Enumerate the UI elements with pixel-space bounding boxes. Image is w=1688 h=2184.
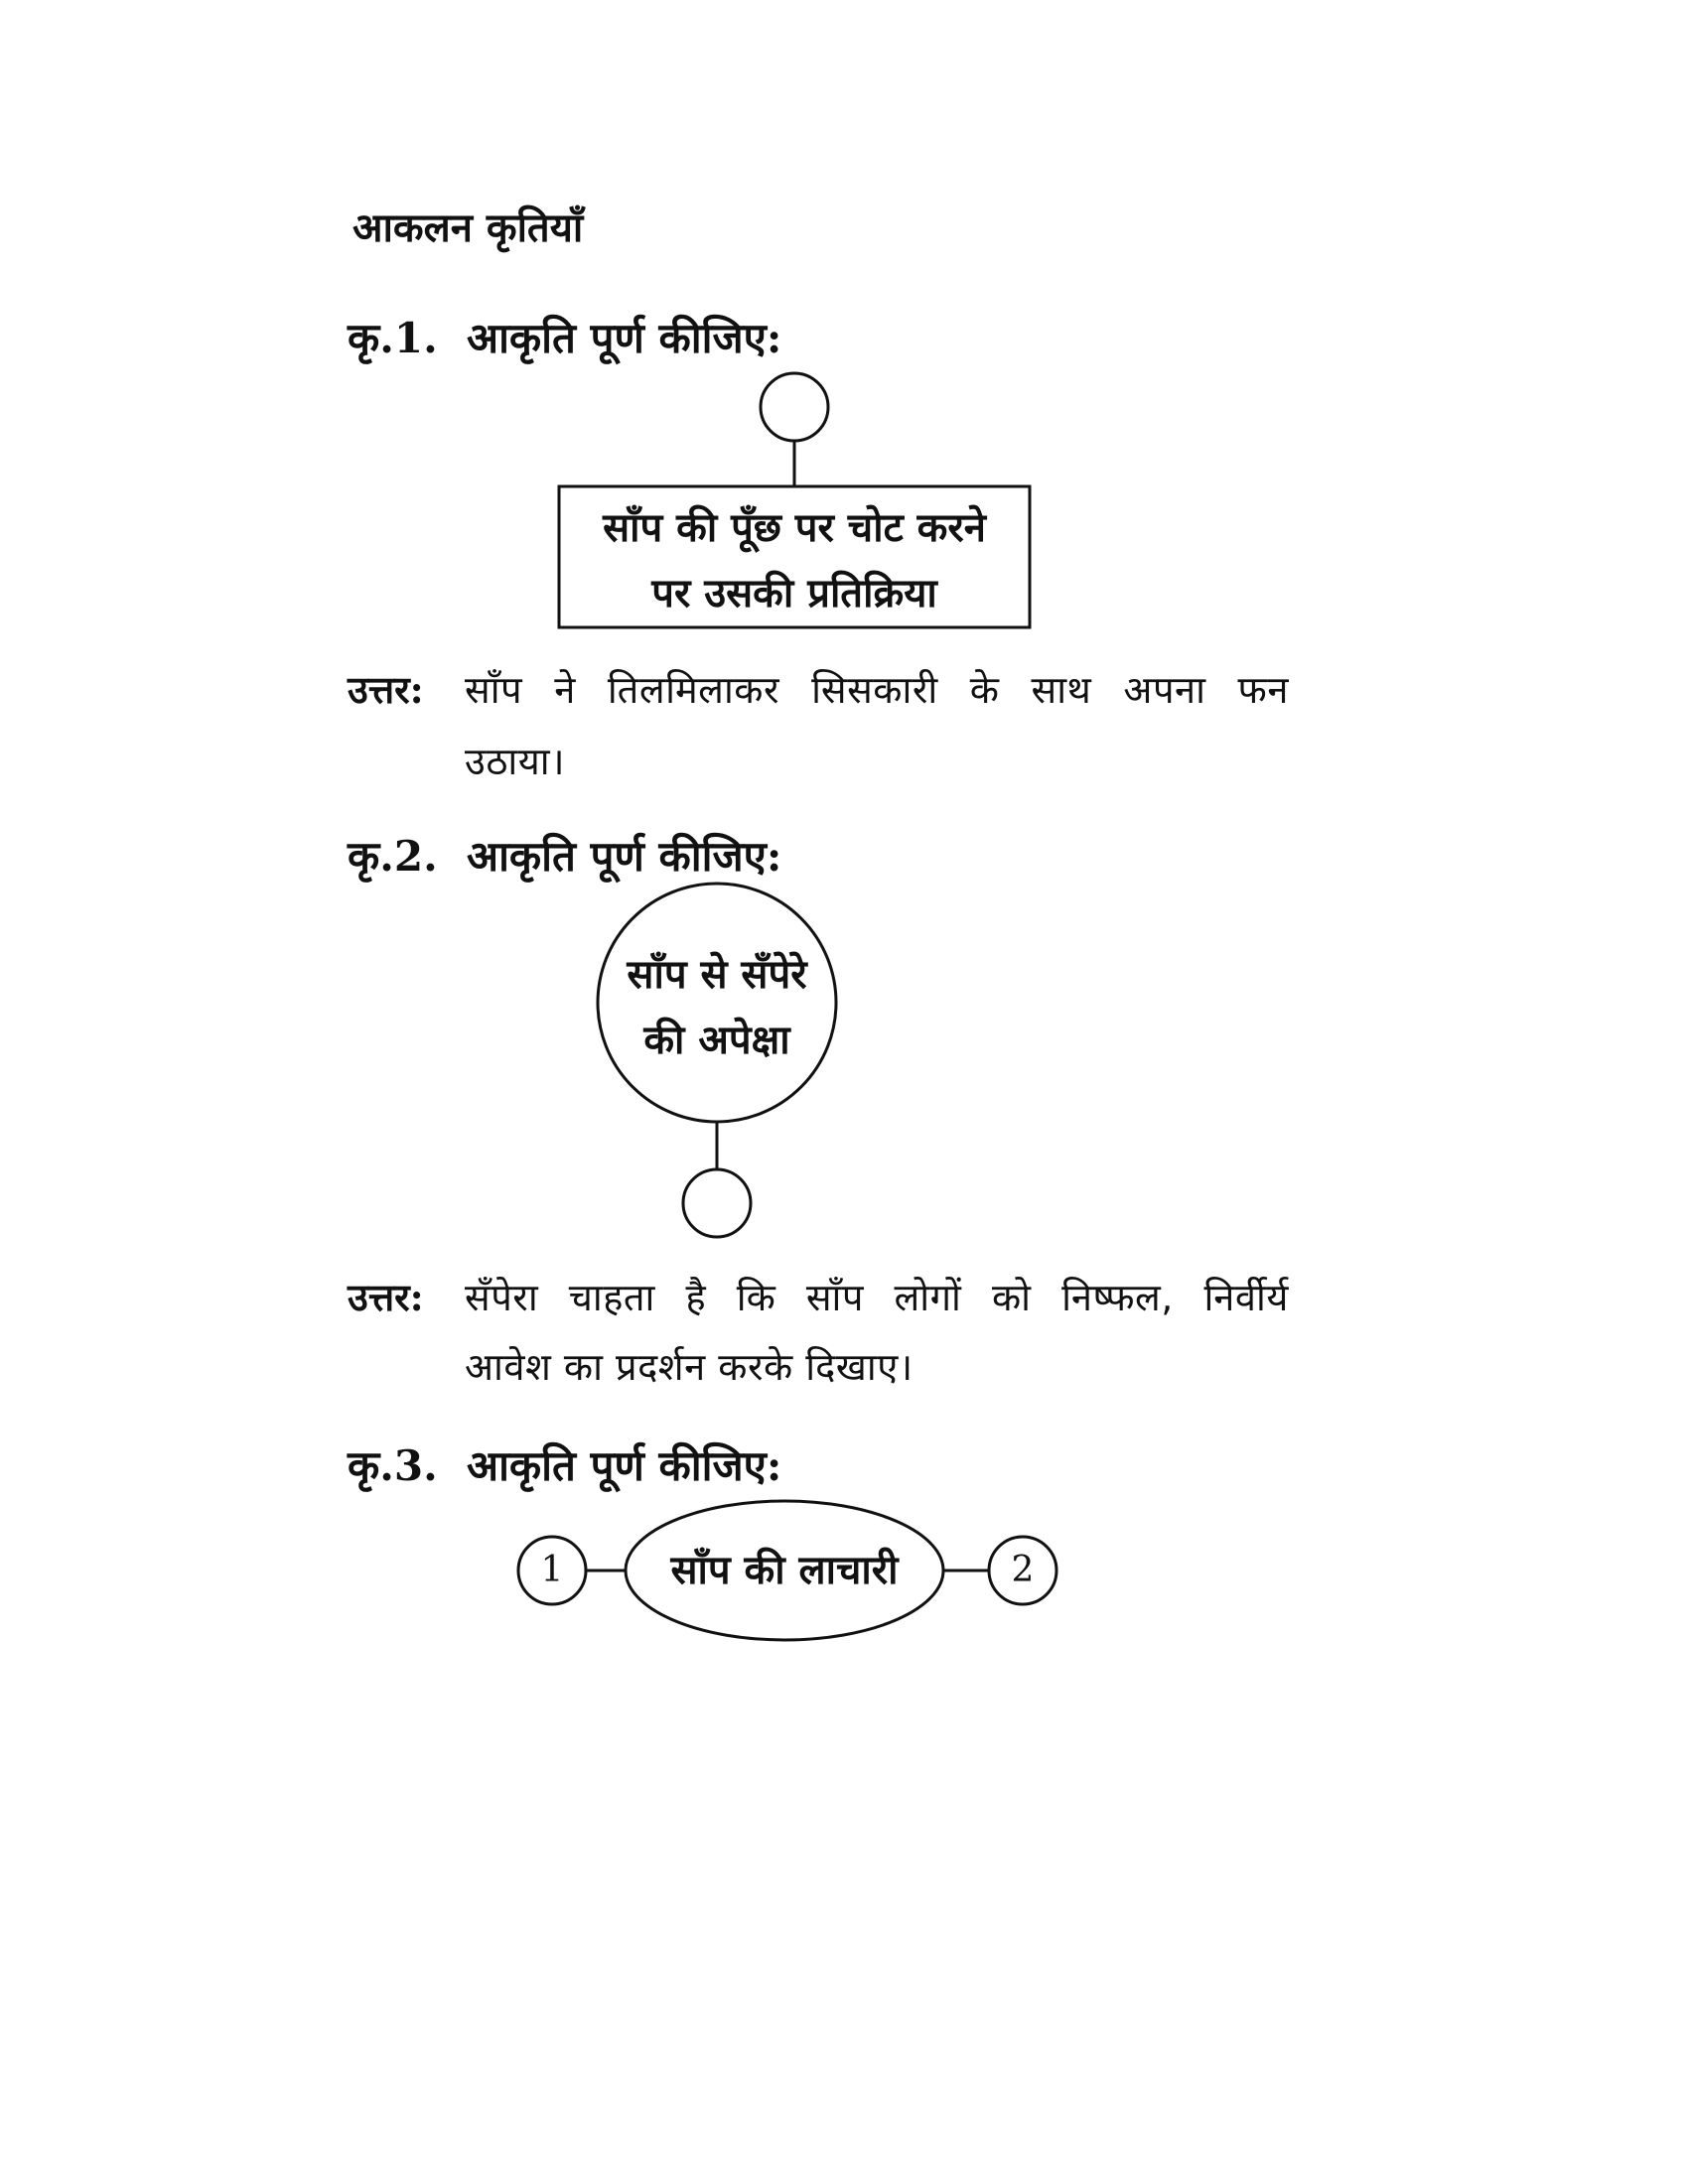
answer-word: लोगों (894, 1276, 962, 1319)
answer-word: सिसकारी (811, 668, 938, 712)
answer-word: साँप (465, 668, 523, 712)
q2-answer-line1 (465, 1276, 1289, 1319)
q1-answer-label: उत्तर: (348, 667, 424, 712)
answer-word: ने (554, 668, 576, 712)
answer-word: है (685, 1276, 707, 1319)
q2-answer-label: उत्तर: (348, 1275, 424, 1319)
q1-answer-line1 (465, 668, 1289, 712)
q2-prompt: आकृति पूर्ण कीजिए: (467, 832, 782, 881)
answer-word: निर्वीर्य (1203, 1276, 1289, 1319)
answer-word: साथ (1031, 668, 1092, 712)
answer-word: को (991, 1276, 1032, 1319)
q1-number: कृ.1. (348, 314, 438, 362)
q1-answer-line2: उठाया। (465, 740, 566, 783)
answer-word: अपना (1123, 668, 1206, 712)
answer-word: निष्फल, (1061, 1276, 1174, 1319)
q3-number: कृ.3. (348, 1441, 438, 1490)
answer-word: कि (736, 1276, 776, 1319)
q1-box-line1: साँप की पूँछ पर चोट करने (603, 504, 986, 551)
q2-circle-line2: की अपेक्षा (643, 1017, 790, 1063)
q2-number: कृ.2. (348, 832, 438, 881)
q1-prompt: आकृति पूर्ण कीजिए: (467, 314, 782, 362)
q2-circle-line1: साँप से सँपेरे (627, 951, 807, 998)
q3-center-label: साँप की लाचारी (670, 1547, 899, 1593)
q2-answer-line2: आवेश का प्रदर्शन करके दिखाए। (465, 1345, 914, 1389)
section-heading: आकलन कृतियाँ (352, 205, 584, 251)
answer-word: साँप (805, 1276, 864, 1319)
q1-empty-circle[interactable] (761, 373, 828, 441)
q3-node-2-label: 2 (1011, 1550, 1035, 1590)
q1-box-line2: पर उसकी प्रतिक्रिया (651, 570, 937, 616)
answer-word: तिलमिलाकर (607, 668, 780, 712)
q2-empty-circle[interactable] (683, 1169, 751, 1237)
answer-word: के (969, 668, 1000, 712)
q3-prompt: आकृति पूर्ण कीजिए: (467, 1441, 782, 1490)
answer-word: सँपेरा (465, 1276, 539, 1319)
answer-word: फन (1237, 668, 1289, 712)
q3-node-1-label: 1 (540, 1550, 564, 1590)
answer-word: चाहता (568, 1276, 655, 1319)
